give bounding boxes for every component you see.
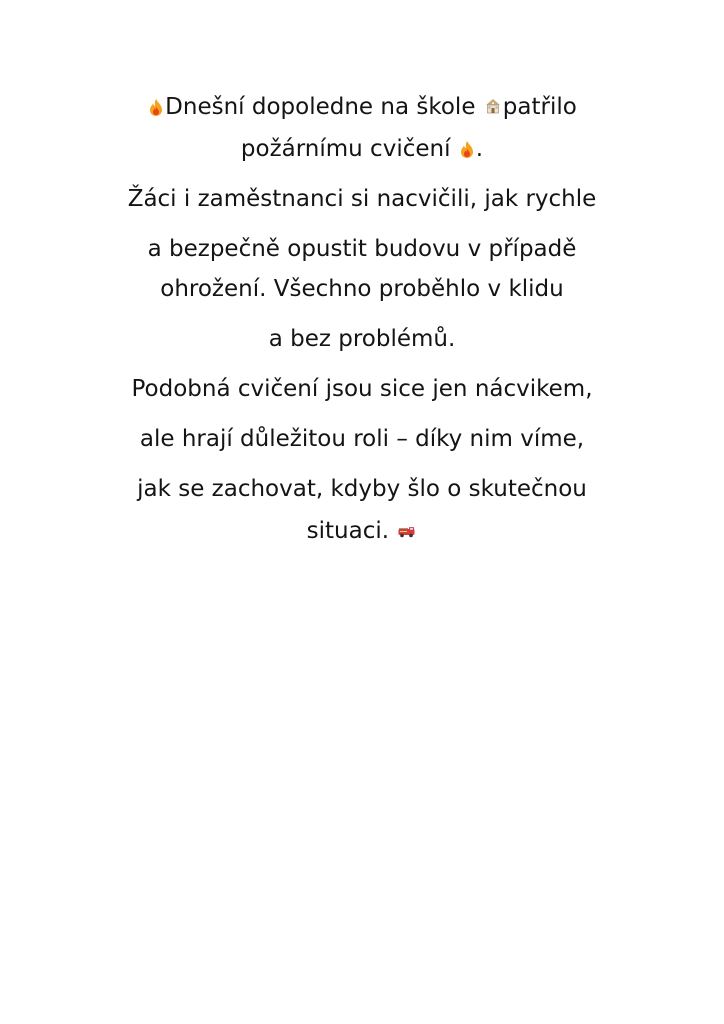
line-7-text: Podobná cvičení jsou sice jen nácvikem, [131, 376, 593, 402]
line-1-after: patřilo [502, 94, 577, 120]
line-6 [0, 324, 724, 354]
line-2-text: požárnímu cvičení [240, 136, 458, 162]
line-9-text: jak se zachovat, kdyby šlo o skutečnou [137, 476, 587, 502]
line-4-text: a bezpečně opustit budovu v případě [147, 236, 577, 262]
fire-icon [460, 141, 474, 158]
line-6-text: a bez problémů. [268, 326, 456, 352]
line-7 [0, 374, 724, 404]
line-4 [0, 234, 724, 264]
line-8-text: ale hrají důležitou roli – díky nim víme, [139, 426, 585, 452]
line-10-text: situaci. [306, 518, 397, 544]
line-3 [0, 184, 724, 214]
line-5-text: ohrožení. Všechno proběhlo v klidu [160, 276, 564, 302]
line-1 [0, 92, 724, 122]
fire-engine-icon [398, 526, 415, 538]
line-2-after: . [475, 136, 484, 162]
line-9 [0, 474, 724, 504]
line-10 [0, 516, 724, 546]
line-1-text: Dnešní dopoledne na škole [165, 94, 483, 120]
fire-icon [149, 99, 163, 116]
line-8 [0, 424, 724, 454]
line-3-text: Žáci i zaměstnanci si nacvičili, jak rychle [127, 186, 597, 212]
school-icon [485, 98, 501, 114]
line-2 [0, 134, 724, 164]
line-5 [0, 274, 724, 304]
